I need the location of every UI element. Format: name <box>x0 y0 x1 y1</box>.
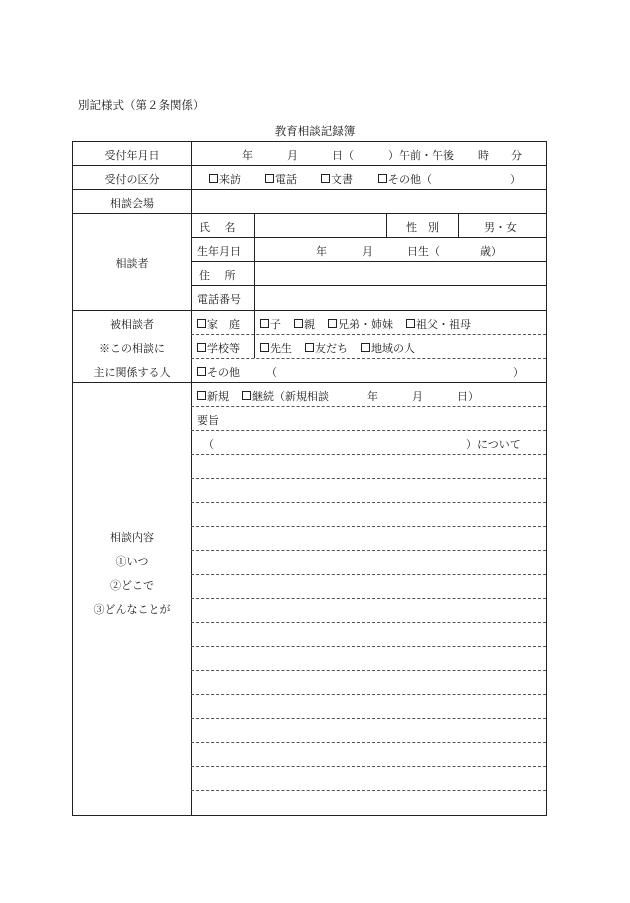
name-label: 氏 名 <box>199 221 236 234</box>
date-hour: 時 <box>478 149 489 162</box>
date-paren-close: ） <box>388 149 399 162</box>
family-siblings[interactable]: 兄弟・姉妹 <box>328 316 393 332</box>
writing-line <box>191 454 546 455</box>
row-divider <box>73 189 546 190</box>
checkbox-icon[interactable] <box>294 319 303 328</box>
age: 歳） <box>480 245 502 258</box>
checkbox-icon[interactable] <box>209 174 218 183</box>
summary-label: 要旨 <box>197 414 219 427</box>
document-title: 教育相談記録簿 <box>274 124 356 138</box>
row-divider <box>191 237 546 238</box>
date-minute: 分 <box>511 149 522 162</box>
checkbox-icon[interactable] <box>321 174 330 183</box>
content-label-3: ②どこで <box>110 579 154 592</box>
checkbox-icon[interactable] <box>406 319 415 328</box>
family-child[interactable]: 子 <box>260 316 281 332</box>
birth-day: 日生（ <box>407 245 440 258</box>
date-year: 年 <box>242 149 253 162</box>
row-divider <box>191 261 546 262</box>
family-parent[interactable]: 親 <box>294 316 315 332</box>
checkbox-icon[interactable] <box>242 391 251 400</box>
phone-field[interactable] <box>256 287 544 307</box>
row-divider <box>73 213 546 214</box>
reception-date-label: 受付年月日 <box>104 149 160 162</box>
gender-value-divider <box>458 213 459 237</box>
date-day: 日（ <box>332 149 354 162</box>
dashed-line <box>191 358 546 359</box>
am-pm: 午前・午後 <box>399 149 454 162</box>
birth-year: 年 <box>316 245 327 258</box>
school-community[interactable]: 地域の人 <box>361 340 415 356</box>
birth-month: 月 <box>362 245 373 258</box>
consultant-label: 相談者 <box>115 257 149 270</box>
related-label-2: ※この相談に <box>99 342 165 355</box>
address-field[interactable] <box>256 263 544 283</box>
gender-label: 性 別 <box>406 221 439 234</box>
form-title: 別記様式（第２条関係） <box>78 98 205 112</box>
reception-type-label: 受付の区分 <box>104 173 160 186</box>
row-divider <box>191 285 546 286</box>
other-close: ） <box>510 173 521 186</box>
option-visit[interactable]: 来訪 <box>209 171 241 187</box>
checkbox-icon[interactable] <box>378 174 387 183</box>
new-option[interactable]: 新規 <box>197 388 229 404</box>
family-option[interactable]: 家 庭 <box>197 316 240 332</box>
row-divider <box>73 165 546 166</box>
venue-field[interactable] <box>193 191 545 211</box>
dashed-line <box>191 430 546 431</box>
checkbox-icon[interactable] <box>197 391 206 400</box>
address-label: 住 所 <box>199 269 236 282</box>
option-phone[interactable]: 電話 <box>265 171 297 187</box>
continue-option[interactable]: 継続（新規相談 <box>242 388 329 404</box>
school-option[interactable]: 学校等 <box>197 340 240 356</box>
content-label-1: 相談内容 <box>110 531 154 544</box>
checkbox-icon[interactable] <box>197 343 206 352</box>
row-divider <box>73 382 546 383</box>
checkbox-icon[interactable] <box>197 367 206 376</box>
school-friends[interactable]: 友だち <box>305 340 348 356</box>
checkbox-icon[interactable] <box>197 319 206 328</box>
checkbox-icon[interactable] <box>260 343 269 352</box>
about-close: ）について <box>466 438 521 451</box>
other-close: ） <box>513 366 524 379</box>
phone-label: 電話番号 <box>197 293 241 306</box>
content-label-2: ①いつ <box>115 555 149 568</box>
other-option[interactable]: その他 <box>197 364 240 380</box>
checkbox-icon[interactable] <box>265 174 274 183</box>
option-document[interactable]: 文書 <box>321 171 353 187</box>
related-label-3: 主に関係する人 <box>93 366 171 379</box>
school-teacher[interactable]: 先生 <box>260 340 292 356</box>
dashed-line <box>191 334 546 335</box>
venue-label: 相談会場 <box>110 197 154 210</box>
gender-value[interactable]: 男・女 <box>484 221 517 234</box>
cont-day: 日） <box>457 390 479 403</box>
checkbox-icon[interactable] <box>305 343 314 352</box>
checkbox-icon[interactable] <box>328 319 337 328</box>
family-grandparents[interactable]: 祖父・祖母 <box>406 316 471 332</box>
consultant-label-divider <box>254 213 255 310</box>
content-writing-area[interactable] <box>193 456 545 812</box>
about-open: （ <box>203 438 214 451</box>
birthdate-label: 生年月日 <box>197 245 241 258</box>
checkbox-icon[interactable] <box>260 319 269 328</box>
cont-year: 年 <box>367 390 378 403</box>
record-table <box>72 141 547 816</box>
name-gender-divider <box>386 213 387 237</box>
checkbox-icon[interactable] <box>361 343 370 352</box>
cont-month: 月 <box>412 390 423 403</box>
other-open: （ <box>266 366 277 379</box>
related-label-1: 被相談者 <box>110 318 154 331</box>
name-field[interactable] <box>256 215 384 235</box>
content-label-4: ③どんなことが <box>93 603 171 616</box>
option-other[interactable]: その他（ <box>378 171 432 187</box>
date-month: 月 <box>287 149 298 162</box>
row-divider <box>73 310 546 311</box>
dashed-line <box>191 406 546 407</box>
